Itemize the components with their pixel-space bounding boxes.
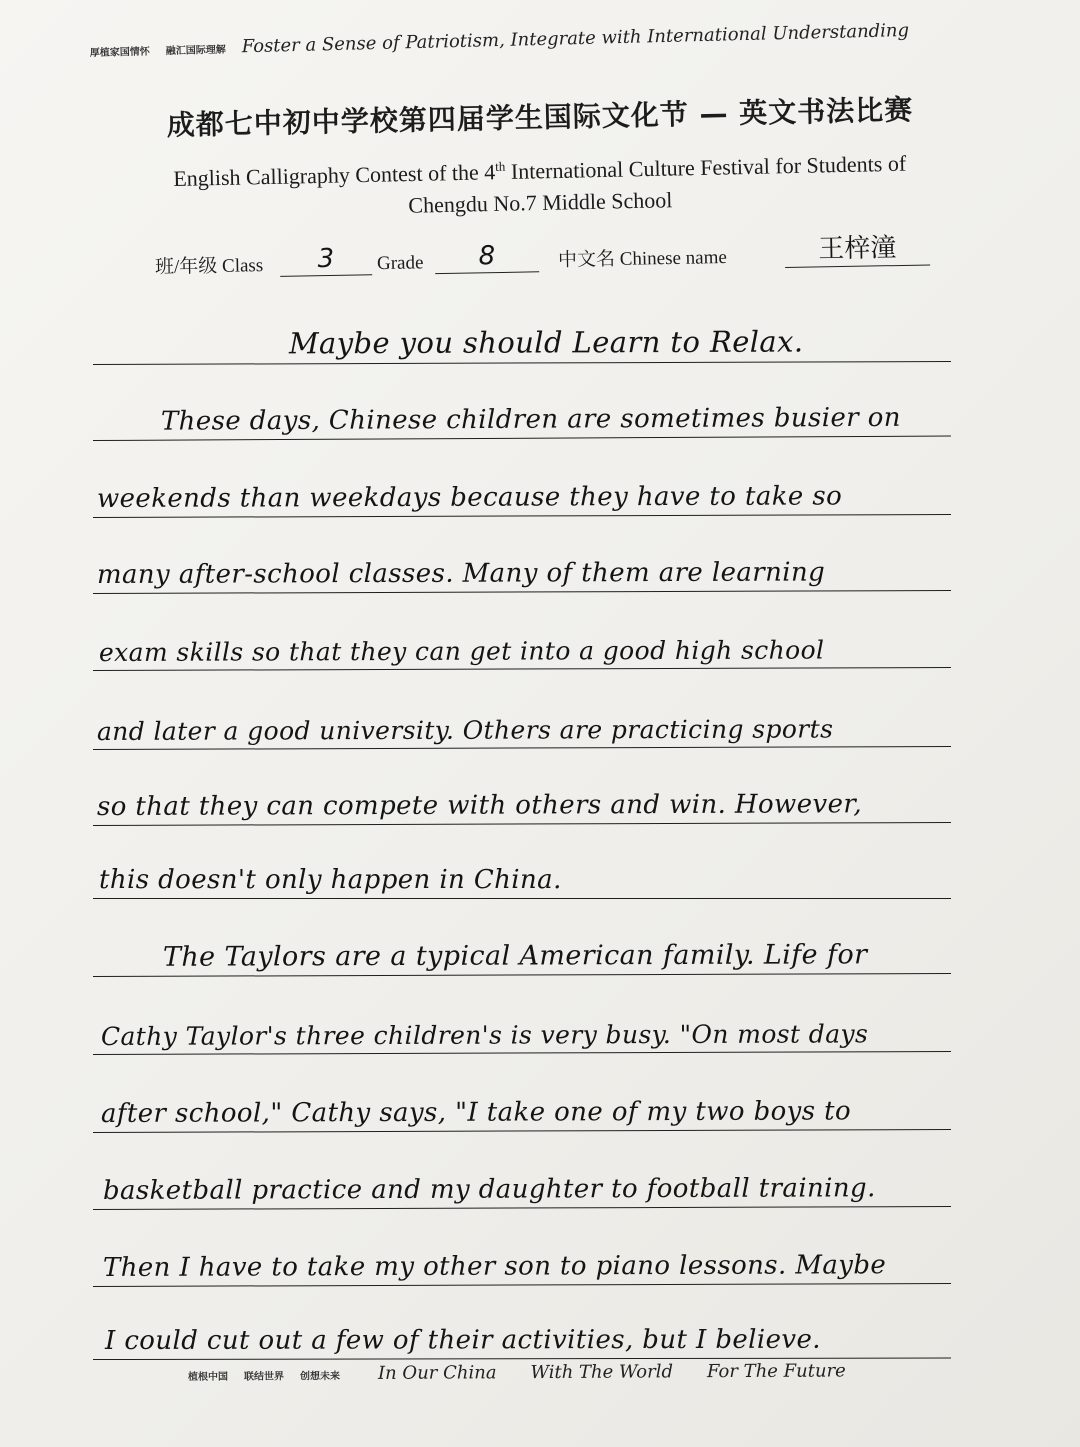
title-en-line-1: English Calligraphy Contest of the 4th International Culture Festival for Students of xyxy=(173,150,907,192)
grade-value: 8 xyxy=(478,241,496,272)
essay-line xyxy=(93,927,951,977)
footer-cn-3: 创想未来 xyxy=(299,1371,341,1383)
essay-line xyxy=(93,390,951,441)
essay-line-text: The Taylors are a typical American family. Life for xyxy=(162,939,868,973)
essay-line-text: Maybe you should Learn to Relax. xyxy=(288,324,804,361)
essay-line xyxy=(93,544,951,594)
essay-line-text: These days, Chinese children are sometimes busier on xyxy=(160,402,901,437)
footer-cn-2: 联结世界 xyxy=(243,1371,285,1383)
essay-line xyxy=(93,776,951,826)
bottom-motto xyxy=(188,1360,908,1394)
grade-label: Grade xyxy=(376,252,424,275)
essay-line xyxy=(93,1312,951,1360)
class-label: 班/年级 Class xyxy=(154,255,264,278)
essay-line-text: exam skills so that they can get into a good high school xyxy=(98,635,825,667)
essay-line xyxy=(93,1160,951,1210)
class-value: 3 xyxy=(317,243,335,275)
essay-line xyxy=(93,468,951,518)
contest-title-cn: 成都七中初中学校第四届学生国际文化节 — 英文书法比赛 xyxy=(166,93,914,142)
footer-en-2: With The World xyxy=(530,1361,674,1384)
title-en-line-2: Chengdu No.7 Middle School xyxy=(408,187,673,219)
essay-line-text: many after-school classes. Many of them are learning xyxy=(96,557,826,590)
essay-line xyxy=(93,700,951,750)
essay-line xyxy=(93,1083,951,1133)
essay-line xyxy=(93,1237,951,1287)
motto-cn-2: 融汇国际理解 xyxy=(165,44,226,58)
essay-line-text: Cathy Taylor's three children's is very busy. "On most days xyxy=(100,1019,869,1051)
essay-line xyxy=(93,852,951,899)
chinese-name-value: 王梓潼 xyxy=(818,233,897,265)
essay-line-text: after school," Cathy says, "I take one of my two boys to xyxy=(100,1096,852,1129)
essay-line-text: weekends than weekdays because they have to take so xyxy=(96,481,843,514)
motto-en: Foster a Sense of Patriotism, Integrate with International Understanding xyxy=(241,19,910,58)
essay-line-text: basketball practice and my daughter to football training. xyxy=(102,1173,876,1206)
essay-line xyxy=(93,621,951,671)
footer-en-1: In Our China xyxy=(377,1362,497,1384)
essay-line-text: this doesn't only happen in China. xyxy=(99,865,562,895)
essay-line xyxy=(93,315,951,365)
essay-line xyxy=(93,1005,951,1055)
motto-cn-1: 厚植家国情怀 xyxy=(89,46,150,60)
footer-cn-1: 植根中国 xyxy=(187,1371,229,1383)
essay-line-text: and later a good university. Others are practicing sports xyxy=(96,714,834,746)
chinese-name-label: 中文名 Chinese name xyxy=(557,247,727,271)
essay-line-text: so that they can compete with others and win. However, xyxy=(96,789,863,822)
footer-en-3: For The Future xyxy=(706,1360,846,1383)
essay-line-text: I could cut out a few of their activities, but I believe. xyxy=(104,1324,821,1356)
essay-line-text: Then I have to take my other son to piano lessons. Maybe xyxy=(102,1250,887,1283)
